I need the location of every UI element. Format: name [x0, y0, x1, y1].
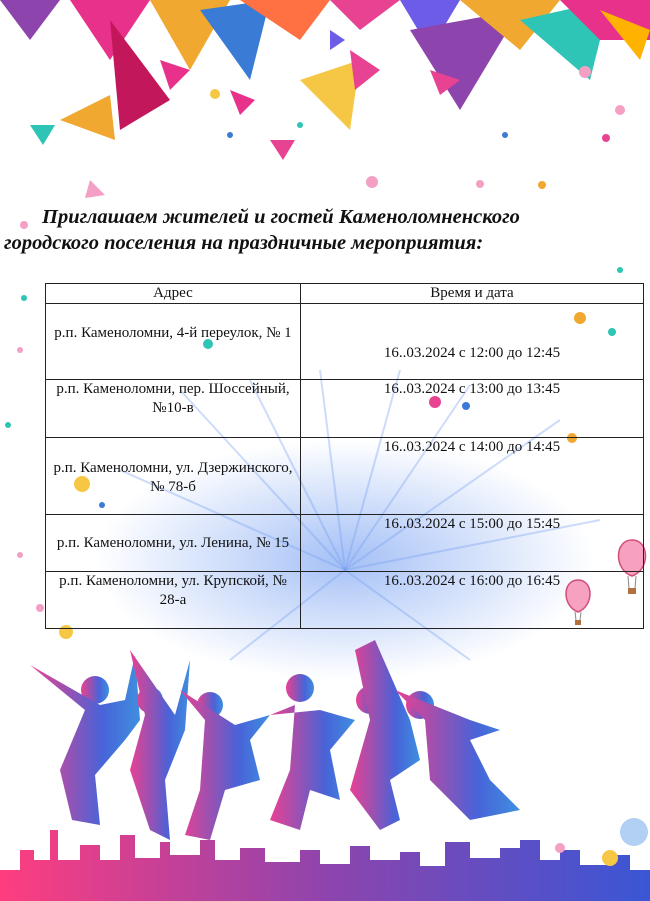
- address-cell: р.п. Каменоломни, ул. Дзержинского, № 78-б: [46, 438, 301, 515]
- address-cell: р.п. Каменоломни, 4-й переулок, № 1: [46, 304, 301, 380]
- datetime-cell: 16..03.2024 с 12:00 до 12:45: [301, 304, 644, 380]
- address-cell: р.п. Каменоломни, ул. Крупской, № 28-а: [46, 572, 301, 629]
- datetime-cell: 16..03.2024 с 13:00 до 13:45: [301, 380, 644, 438]
- table-row: [46, 438, 644, 515]
- table-row: [46, 515, 644, 572]
- datetime-cell: 16..03.2024 с 16:00 до 16:45: [301, 572, 644, 629]
- column-header-datetime: Время и дата: [301, 284, 644, 304]
- address-cell: р.п. Каменоломни, пер. Шоссейный, №10-в: [46, 380, 301, 438]
- datetime-cell: 16..03.2024 с 14:00 до 14:45: [301, 438, 644, 515]
- invitation-heading: [4, 204, 644, 256]
- heading-line-1: Приглашаем жителей и гостей Каменоломненского: [42, 206, 520, 228]
- column-header-address: Адрес: [46, 284, 301, 304]
- events-table: [45, 283, 644, 629]
- table-header-row: [46, 284, 644, 304]
- address-cell: р.п. Каменоломни, ул. Ленина, № 15: [46, 515, 301, 572]
- heading-line-2: городского поселения на праздничные мероприятия:: [4, 232, 484, 254]
- datetime-cell: 16..03.2024 с 15:00 до 15:45: [301, 515, 644, 572]
- table-row: [46, 380, 644, 438]
- table-row: [46, 304, 644, 380]
- table-row: [46, 572, 644, 629]
